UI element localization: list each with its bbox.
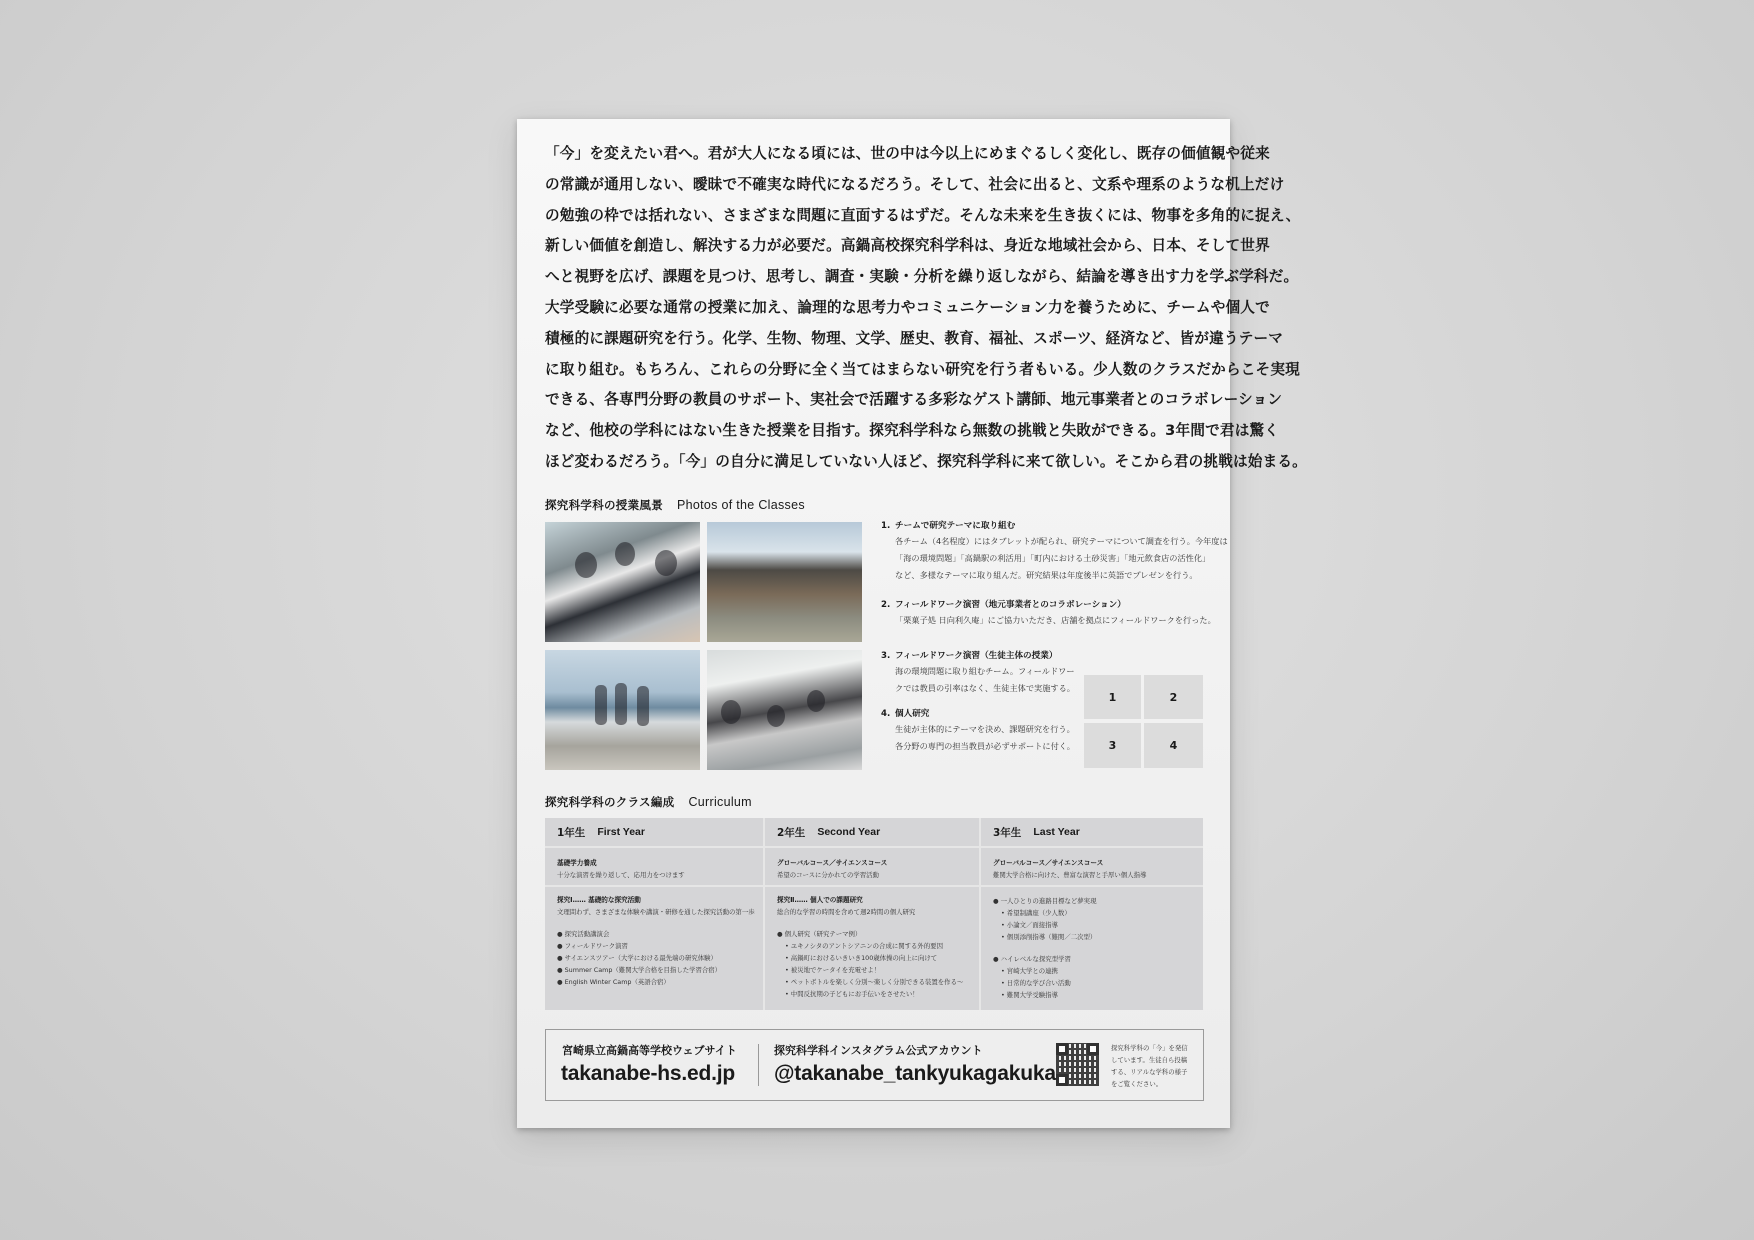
caption-number: 1. xyxy=(881,521,891,531)
photo-number-grid xyxy=(1084,675,1204,769)
bullet-item: • 被災地でケータイを充電せよ！ xyxy=(785,966,881,974)
year-en: First Year xyxy=(597,826,645,838)
year-en: Last Year xyxy=(1033,826,1080,838)
year-en: Second Year xyxy=(817,826,881,838)
qr-caption xyxy=(1111,1042,1188,1090)
spacer xyxy=(993,943,1203,953)
heading-en: Photos of the Classes xyxy=(677,498,805,512)
year-column-3 xyxy=(981,818,1203,1010)
curriculum-table xyxy=(545,818,1203,1010)
bullet-item: • 個別添削指導（難関／二次型） xyxy=(1001,933,1097,941)
spacer xyxy=(557,918,763,928)
bullet-item: ● 一人ひとりの進路目標など夢実現 xyxy=(993,897,1097,905)
year-ja: 2年生 xyxy=(777,826,806,839)
grid-cell-4: 4 xyxy=(1144,723,1203,768)
bullet-item: • 小論文／面接指導 xyxy=(1001,921,1058,929)
caption-title-text: フィールドワーク演習（地元事業者とのコラボレーション） xyxy=(895,600,1126,610)
course-row xyxy=(981,848,1203,887)
website-label: 宮崎県立高鍋高等学校ウェブサイト xyxy=(562,1044,737,1057)
instagram-label: 探究科学科インスタグラム公式アカウント xyxy=(774,1044,983,1057)
inquiry-row xyxy=(545,887,763,988)
inquiry-text: 文理問わず、さまざまな体験や講演・研修を通した探究活動の第一歩 xyxy=(557,908,755,916)
caption-title-text: 個人研究 xyxy=(895,709,930,719)
course-text: 難関大学合格に向けた、豊富な演習と手厚い個人指導 xyxy=(993,871,1147,879)
instagram-handle-link[interactable]: @takanabe_tankyukagakuka xyxy=(774,1062,1056,1085)
year-column-2 xyxy=(765,818,981,1010)
caption-number: 2. xyxy=(881,600,891,610)
bullet-item: ● フィールドワーク演習 xyxy=(557,942,628,950)
intro-line: など、他校の学科にはない生きた授業を目指す。探究科学科なら無数の挑戦と失敗ができる。3年間で君は驚く xyxy=(545,422,1280,440)
website-url-link[interactable]: takanabe-hs.ed.jp xyxy=(561,1062,735,1085)
year-column-1 xyxy=(545,818,765,1010)
caption-title xyxy=(881,519,1211,533)
bullet-item: ● Summer Camp（難関大学合格を目指した学習合宿） xyxy=(557,966,722,974)
heading-en: Curriculum xyxy=(688,795,752,809)
caption-line: 生徒が主体的にテーマを決め、課題研究を行う。 xyxy=(895,724,1075,734)
intro-paragraph xyxy=(545,139,1307,478)
caption-line: 各チーム（4名程度）にはタブレットが配られ、研究テーマについて調査を行う。今年度は xyxy=(895,536,1228,546)
flyer-page xyxy=(517,119,1307,1128)
inquiry-text: 総合的な学習の時間を含めて週2時間の個人研究 xyxy=(777,908,916,916)
bullet-item: • ペットボトルを楽しく分別～楽しく分別できる装置を作る～ xyxy=(785,978,964,986)
photo-2-shop-building xyxy=(707,522,862,642)
heading-ja: 探究科学科のクラス編成 xyxy=(545,795,675,809)
course-title: グローバルコース／サイエンスコース xyxy=(777,859,888,867)
caption-line: クでは教員の引率はなく、生徒主体で実施する。 xyxy=(895,683,1075,693)
caption-number: 4. xyxy=(881,709,891,719)
caption-item-1 xyxy=(881,519,1228,584)
intro-line: へと視野を広げ、課題を見つけ、思考し、調査・実験・分析を繰り返しながら、結論を導き出す力を学ぶ学科だ。 xyxy=(545,268,1299,286)
footer-contact-box xyxy=(545,1029,1204,1101)
course-row xyxy=(545,848,763,887)
curriculum-heading xyxy=(545,794,752,810)
caption-number: 3. xyxy=(881,651,891,661)
qr-caption-line: をご覧ください。 xyxy=(1111,1080,1163,1088)
bullet-item: • ユキノシタのアントシアニンの合成に関する外的要因 xyxy=(785,942,943,950)
caption-title-text: フィールドワーク演習（生徒主体の授業） xyxy=(895,651,1058,661)
bullet-item: ● サイエンスツアー（大学における最先端の研究体験） xyxy=(557,954,717,962)
divider xyxy=(758,1044,759,1086)
course-text: 希望のコースに分かれての学習活動 xyxy=(777,871,879,879)
grid-cell-3: 3 xyxy=(1084,723,1141,768)
caption-title xyxy=(881,649,1211,663)
bullet-item: • 難関大学受験指導 xyxy=(1001,991,1058,999)
inquiry-row xyxy=(981,887,1203,1001)
spacer xyxy=(777,918,979,928)
caption-line: 海の環境問題に取り組むチーム。フィールドワー xyxy=(895,666,1075,676)
year-header xyxy=(981,818,1203,848)
bullet-item: ● English Winter Camp（英語合宿） xyxy=(557,978,670,986)
grid-cell-2: 2 xyxy=(1144,675,1203,719)
caption-line: 「栗菓子処 日向利久庵」にご協力いただき、店舗を拠点にフィールドワークを行った。 xyxy=(895,615,1216,625)
photo-4-computer-room xyxy=(707,650,862,770)
bullet-item: • 中間反抗期の子どもにお手伝いをさせたい！ xyxy=(785,990,919,998)
year-header xyxy=(545,818,763,848)
photo-1-students-tablet xyxy=(545,522,700,642)
qr-caption-line: しています。生徒自ら投稿 xyxy=(1111,1056,1188,1064)
year-ja: 3年生 xyxy=(993,826,1022,839)
bullet-item: • 日常的な学び合い活動 xyxy=(1001,979,1071,987)
inquiry-title: 探究Ⅰ…… 基礎的な探究活動 xyxy=(557,896,641,904)
bullet-item: • 希望制講座（少人数） xyxy=(1001,909,1071,917)
caption-title xyxy=(881,598,1211,612)
course-title: グローバルコース／サイエンスコース xyxy=(993,859,1104,867)
photo-3-beach-fieldwork xyxy=(545,650,700,770)
qr-code-icon[interactable] xyxy=(1056,1043,1099,1086)
qr-caption-line: する、リアルな学科の様子 xyxy=(1111,1068,1188,1076)
intro-line: に取り組む。もちろん、これらの分野に全く当てはまらない研究を行う者もいる。少人数のクラスだからこそ実現 xyxy=(545,360,1300,378)
bullet-item: • 宮崎大学との連携 xyxy=(1001,967,1058,975)
caption-line: など、多様なテーマに取り組んだ。研究結果は年度後半に英語でプレゼンを行う。 xyxy=(895,570,1198,580)
grid-cell-1: 1 xyxy=(1084,675,1141,719)
bullet-item: ● 個人研究（研究テーマ例） xyxy=(777,930,862,938)
intro-line: 新しい価値を創造し、解決する力が必要だ。高鍋高校探究科学科は、身近な地域社会から、日本、そして世界 xyxy=(545,237,1270,255)
caption-title-text: チームで研究テーマに取り組む xyxy=(895,521,1016,531)
course-row xyxy=(765,848,979,887)
inquiry-title: 探究Ⅱ…… 個人での課題研究 xyxy=(777,896,863,904)
inquiry-row xyxy=(765,887,979,1000)
bullet-item: • 高鍋町におけるいきいき100歳体操の向上に向けて xyxy=(785,954,938,962)
intro-line: の勉強の枠では括れない、さまざまな問題に直面するはずだ。そんな未来を生き抜くには、物事を多角的に捉え、 xyxy=(545,206,1301,224)
intro-line: できる、各専門分野の教員のサポート、実社会で活躍する多彩なゲスト講師、地元事業者とのコラボレーション xyxy=(545,391,1283,409)
photos-section-heading xyxy=(545,497,805,513)
course-title: 基礎学力養成 xyxy=(557,859,597,867)
course-text: 十分な演習を繰り返して、応用力をつけます xyxy=(557,871,685,879)
caption-line: 「海の環境問題」「高鍋駅の利活用」「町内における土砂災害」「地元飲食店の活性化」 xyxy=(895,553,1211,563)
heading-ja: 探究科学科の授業風景 xyxy=(545,498,663,512)
bullet-item: ● 探究活動講演会 xyxy=(557,930,610,938)
intro-line: の常識が通用しない、曖昧で不確実な時代になるだろう。そして、社会に出ると、文系や理系のような机上だけ xyxy=(545,175,1285,193)
bullet-item: ● ハイレベルな探究型学習 xyxy=(993,955,1071,963)
caption-item-2 xyxy=(881,598,1216,629)
caption-line: 各分野の専門の担当教員が必ずサポートに付く。 xyxy=(895,741,1075,751)
year-ja: 1年生 xyxy=(557,826,586,839)
intro-line: 「今」を変えたい君へ。君が大人になる頃には、世の中は今以上にめまぐるしく変化し、既存の価値観や従来 xyxy=(545,145,1270,162)
qr-caption-line: 探究科学科の「今」を発信 xyxy=(1111,1044,1188,1052)
intro-line: 積極的に課題研究を行う。化学、生物、物理、文学、歴史、教育、福祉、スポーツ、経済など、皆が違うテーマ xyxy=(545,329,1284,347)
year-header xyxy=(765,818,979,848)
intro-line: 大学受験に必要な通常の授業に加え、論理的な思考力やコミュニケーション力を養うために、チームや個人で xyxy=(545,298,1270,316)
intro-line: ほど変わるだろう。「今」の自分に満足していない人ほど、探究科学科に来て欲しい。そこから君の挑戦は始まる。 xyxy=(545,452,1307,470)
